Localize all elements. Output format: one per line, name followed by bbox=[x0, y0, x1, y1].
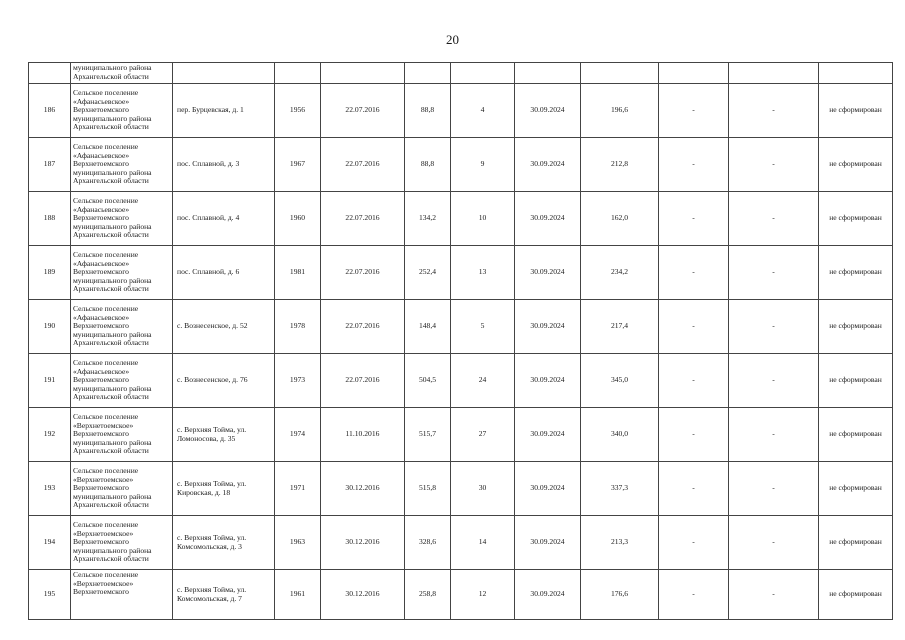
cell-col11: - bbox=[729, 192, 819, 246]
cell-status: не сформирован bbox=[819, 84, 893, 138]
cell-value: 196,6 bbox=[581, 84, 659, 138]
cell-number: 190 bbox=[29, 300, 71, 354]
table-row bbox=[29, 354, 893, 408]
cell-date: 30.12.2016 bbox=[321, 516, 405, 570]
table-row-continued bbox=[29, 63, 893, 84]
cell-settlement: Сельское поселение «Афанасьевское» Верхнетоемского муниципального района Архангельской области bbox=[71, 246, 173, 300]
cell-settlement: муниципального района Архангельской области bbox=[71, 63, 173, 84]
cell-date: 30.12.2016 bbox=[321, 462, 405, 516]
cell-number: 191 bbox=[29, 354, 71, 408]
cell-year: 1961 bbox=[275, 570, 321, 620]
housing-registry-table bbox=[28, 62, 893, 620]
cell-residents bbox=[451, 63, 515, 84]
cell-number: 187 bbox=[29, 138, 71, 192]
cell-area: 134,2 bbox=[405, 192, 451, 246]
cell-col10: - bbox=[659, 192, 729, 246]
cell-value: 337,3 bbox=[581, 462, 659, 516]
cell-residents: 14 bbox=[451, 516, 515, 570]
cell-year: 1974 bbox=[275, 408, 321, 462]
cell-col11: - bbox=[729, 570, 819, 620]
cell-address: пос. Сплавной, д. 4 bbox=[173, 192, 275, 246]
cell-number: 195 bbox=[29, 570, 71, 620]
cell-col11: - bbox=[729, 516, 819, 570]
cell-address: с. Верхняя Тойма, ул. Комсомольская, д. 3 bbox=[173, 516, 275, 570]
cell-number: 192 bbox=[29, 408, 71, 462]
cell-date: 30.12.2016 bbox=[321, 570, 405, 620]
cell-status: не сформирован bbox=[819, 192, 893, 246]
cell-area: 515,7 bbox=[405, 408, 451, 462]
cell-residents: 27 bbox=[451, 408, 515, 462]
cell-area: 88,8 bbox=[405, 84, 451, 138]
cell-address: пер. Бурцевская, д. 1 bbox=[173, 84, 275, 138]
cell-area: 504,5 bbox=[405, 354, 451, 408]
cell-settlement: Сельское поселение «Афанасьевское» Верхнетоемского муниципального района Архангельской области bbox=[71, 354, 173, 408]
cell-col10: - bbox=[659, 84, 729, 138]
cell-settlement: Сельское поселение «Верхнетоемское» Верхнетоемского bbox=[71, 570, 173, 620]
cell-value: 176,6 bbox=[581, 570, 659, 620]
table-row bbox=[29, 192, 893, 246]
cell-address: пос. Сплавной, д. 3 bbox=[173, 138, 275, 192]
cell-area: 258,8 bbox=[405, 570, 451, 620]
cell-col10: - bbox=[659, 462, 729, 516]
cell-col11: - bbox=[729, 300, 819, 354]
cell-deadline: 30.09.2024 bbox=[515, 300, 581, 354]
cell-settlement: Сельское поселение «Афанасьевское» Верхнетоемского муниципального района Архангельской области bbox=[71, 84, 173, 138]
cell-value: 234,2 bbox=[581, 246, 659, 300]
cell-col10: - bbox=[659, 408, 729, 462]
cell-residents: 24 bbox=[451, 354, 515, 408]
cell-col11: - bbox=[729, 84, 819, 138]
cell-value: 212,8 bbox=[581, 138, 659, 192]
table-row bbox=[29, 570, 893, 620]
cell-date: 22.07.2016 bbox=[321, 84, 405, 138]
cell-value: 345,0 bbox=[581, 354, 659, 408]
table-body bbox=[29, 63, 893, 620]
cell-col10: - bbox=[659, 516, 729, 570]
cell-col11: - bbox=[729, 462, 819, 516]
cell-year: 1971 bbox=[275, 462, 321, 516]
cell-area: 515,8 bbox=[405, 462, 451, 516]
cell-area: 88,8 bbox=[405, 138, 451, 192]
cell-col10: - bbox=[659, 354, 729, 408]
cell-residents: 4 bbox=[451, 84, 515, 138]
cell-settlement: Сельское поселение «Афанасьевское» Верхнетоемского муниципального района Архангельской области bbox=[71, 138, 173, 192]
cell-address: пос. Сплавной, д. 6 bbox=[173, 246, 275, 300]
cell-col10: - bbox=[659, 300, 729, 354]
cell-col10: - bbox=[659, 570, 729, 620]
cell-number: 189 bbox=[29, 246, 71, 300]
cell-area bbox=[405, 63, 451, 84]
cell-col10: - bbox=[659, 246, 729, 300]
cell-settlement: Сельское поселение «Афанасьевское» Верхнетоемского муниципального района Архангельской области bbox=[71, 192, 173, 246]
cell-year: 1956 bbox=[275, 84, 321, 138]
cell-value: 340,0 bbox=[581, 408, 659, 462]
cell-status: не сформирован bbox=[819, 246, 893, 300]
table-row bbox=[29, 462, 893, 516]
cell-year bbox=[275, 63, 321, 84]
cell-col11: - bbox=[729, 246, 819, 300]
table-row bbox=[29, 408, 893, 462]
cell-area: 252,4 bbox=[405, 246, 451, 300]
cell-deadline: 30.09.2024 bbox=[515, 246, 581, 300]
cell-deadline: 30.09.2024 bbox=[515, 354, 581, 408]
cell-address: с. Вознесенское, д. 76 bbox=[173, 354, 275, 408]
cell-settlement: Сельское поселение «Верхнетоемское» Верхнетоемского муниципального района Архангельской области bbox=[71, 516, 173, 570]
cell-settlement: Сельское поселение «Верхнетоемское» Верхнетоемского муниципального района Архангельской области bbox=[71, 462, 173, 516]
cell-year: 1963 bbox=[275, 516, 321, 570]
cell-value bbox=[581, 63, 659, 84]
cell-status: не сформирован bbox=[819, 462, 893, 516]
cell-year: 1967 bbox=[275, 138, 321, 192]
cell-residents: 13 bbox=[451, 246, 515, 300]
cell-settlement: Сельское поселение «Верхнетоемское» Верхнетоемского муниципального района Архангельской области bbox=[71, 408, 173, 462]
table-row bbox=[29, 84, 893, 138]
cell-col10: - bbox=[659, 138, 729, 192]
cell-date: 22.07.2016 bbox=[321, 300, 405, 354]
cell-date bbox=[321, 63, 405, 84]
cell-residents: 9 bbox=[451, 138, 515, 192]
cell-date: 22.07.2016 bbox=[321, 246, 405, 300]
cell-address bbox=[173, 63, 275, 84]
cell-value: 213,3 bbox=[581, 516, 659, 570]
cell-number: 186 bbox=[29, 84, 71, 138]
cell-status: не сформирован bbox=[819, 408, 893, 462]
cell-year: 1973 bbox=[275, 354, 321, 408]
cell-address: с. Верхняя Тойма, ул. Кировская, д. 18 bbox=[173, 462, 275, 516]
cell-col11: - bbox=[729, 408, 819, 462]
cell-date: 11.10.2016 bbox=[321, 408, 405, 462]
cell-area: 148,4 bbox=[405, 300, 451, 354]
cell-number: 193 bbox=[29, 462, 71, 516]
cell-status: не сформирован bbox=[819, 300, 893, 354]
cell-deadline: 30.09.2024 bbox=[515, 516, 581, 570]
cell-year: 1960 bbox=[275, 192, 321, 246]
cell-deadline: 30.09.2024 bbox=[515, 192, 581, 246]
cell-status: не сформирован bbox=[819, 516, 893, 570]
cell-value: 217,4 bbox=[581, 300, 659, 354]
cell-residents: 12 bbox=[451, 570, 515, 620]
cell-number: 194 bbox=[29, 516, 71, 570]
table-row bbox=[29, 516, 893, 570]
cell-deadline: 30.09.2024 bbox=[515, 138, 581, 192]
cell-address: с. Верхняя Тойма, ул. Ломоносова, д. 35 bbox=[173, 408, 275, 462]
cell-status: не сформирован bbox=[819, 354, 893, 408]
cell-settlement: Сельское поселение «Афанасьевское» Верхнетоемского муниципального района Архангельской области bbox=[71, 300, 173, 354]
cell-address: с. Вознесенское, д. 52 bbox=[173, 300, 275, 354]
cell-area: 328,6 bbox=[405, 516, 451, 570]
table-row bbox=[29, 300, 893, 354]
cell-status: не сформирован bbox=[819, 570, 893, 620]
cell-number bbox=[29, 63, 71, 84]
cell-date: 22.07.2016 bbox=[321, 192, 405, 246]
cell-status bbox=[819, 63, 893, 84]
cell-deadline: 30.09.2024 bbox=[515, 570, 581, 620]
cell-number: 188 bbox=[29, 192, 71, 246]
cell-date: 22.07.2016 bbox=[321, 138, 405, 192]
cell-status: не сформирован bbox=[819, 138, 893, 192]
cell-residents: 5 bbox=[451, 300, 515, 354]
cell-col11: - bbox=[729, 354, 819, 408]
cell-value: 162,0 bbox=[581, 192, 659, 246]
table-row bbox=[29, 246, 893, 300]
cell-col11 bbox=[729, 63, 819, 84]
cell-residents: 30 bbox=[451, 462, 515, 516]
cell-deadline bbox=[515, 63, 581, 84]
cell-col11: - bbox=[729, 138, 819, 192]
cell-date: 22.07.2016 bbox=[321, 354, 405, 408]
cell-residents: 10 bbox=[451, 192, 515, 246]
cell-deadline: 30.09.2024 bbox=[515, 408, 581, 462]
cell-deadline: 30.09.2024 bbox=[515, 462, 581, 516]
table-row bbox=[29, 138, 893, 192]
cell-col10 bbox=[659, 63, 729, 84]
cell-year: 1981 bbox=[275, 246, 321, 300]
page-number: 20 bbox=[446, 32, 459, 47]
cell-year: 1978 bbox=[275, 300, 321, 354]
cell-address: с. Верхняя Тойма, ул. Комсомольская, д. 7 bbox=[173, 570, 275, 620]
cell-deadline: 30.09.2024 bbox=[515, 84, 581, 138]
